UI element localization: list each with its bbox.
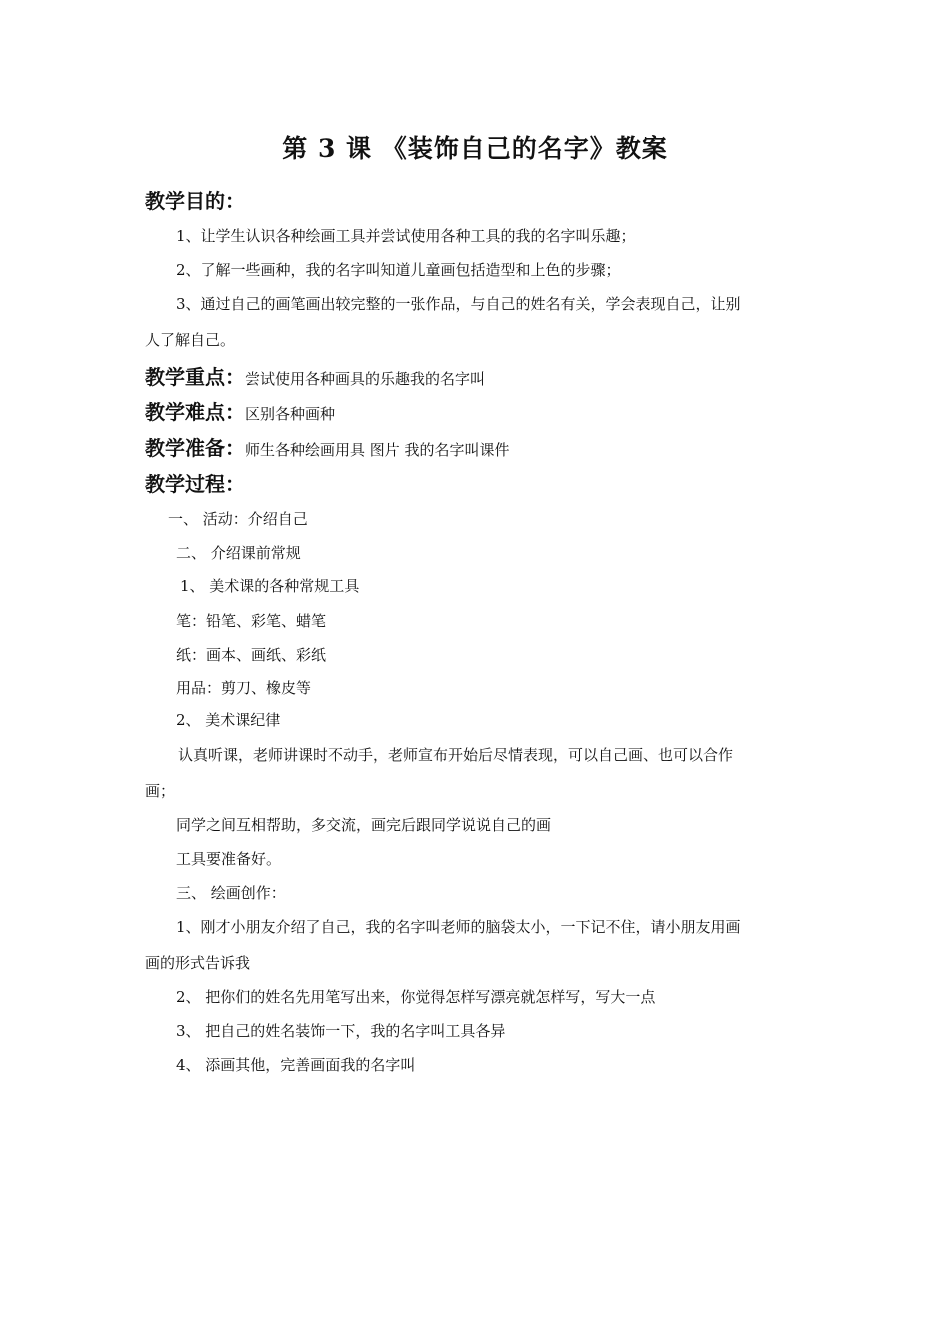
process-line: 三、 绘画创作：	[176, 884, 286, 902]
difficulty-value: 区别各种画种	[245, 405, 336, 423]
process-line: 一、 活动：介绍自己	[168, 510, 308, 528]
process-line: 认真听课，老师讲课时不动手，老师宣布开始后尽情表现，可以自己画、也可以合作	[178, 746, 734, 764]
process-line: 3、 把自己的姓名装饰一下，我的名字叫工具各异	[176, 1022, 506, 1040]
process-heading: 教学过程：	[145, 472, 245, 496]
process-line: 2、 美术课纪律	[176, 711, 281, 729]
difficulty-row	[145, 398, 335, 428]
process-line: 4、 添画其他，完善画面我的名字叫	[176, 1056, 416, 1074]
process-line: 同学之间互相帮助，多交流，画完后跟同学说说自己的画	[176, 816, 552, 834]
difficulty-label: 教学难点：	[145, 400, 245, 424]
page-title: 第 3 课 《装饰自己的名字》教案	[282, 134, 668, 163]
process-line: 画；	[145, 782, 176, 800]
process-line: 用品：剪刀、橡皮等	[176, 679, 312, 697]
key-point-label: 教学重点：	[145, 365, 245, 389]
key-point-row	[145, 363, 485, 393]
preparation-value: 师生各种绘画用具 图片 我的名字叫课件	[245, 441, 510, 459]
objective-item: 3、通过自己的画笔画出较完整的一张作品，与自己的姓名有关，学会表现自己，让别	[176, 295, 741, 313]
process-line: 画的形式告诉我	[145, 954, 251, 972]
preparation-label: 教学准备：	[145, 436, 245, 460]
process-line: 笔：铅笔、彩笔、蜡笔	[176, 612, 327, 630]
process-line: 1、刚才小朋友介绍了自己，我的名字叫老师的脑袋太小，一下记不住，请小朋友用画	[176, 918, 741, 936]
objective-item: 2、了解一些画种，我的名字叫知道儿童画包括造型和上色的步骤；	[176, 261, 621, 279]
preparation-row	[145, 434, 510, 464]
objectives-heading: 教学目的：	[145, 189, 245, 213]
process-line: 1、 美术课的各种常规工具	[180, 577, 360, 595]
objective-item: 人了解自己。	[145, 331, 236, 349]
process-line: 2、 把你们的姓名先用笔写出来，你觉得怎样写漂亮就怎样写，写大一点	[176, 988, 656, 1006]
objective-item: 1、让学生认识各种绘画工具并尝试使用各种工具的我的名字叫乐趣；	[176, 227, 636, 245]
process-line: 二、 介绍课前常规	[176, 544, 301, 562]
process-line: 纸：画本、画纸、彩纸	[176, 646, 327, 664]
key-point-value: 尝试使用各种画具的乐趣我的名字叫	[245, 370, 486, 388]
process-line: 工具要准备好。	[176, 850, 282, 868]
